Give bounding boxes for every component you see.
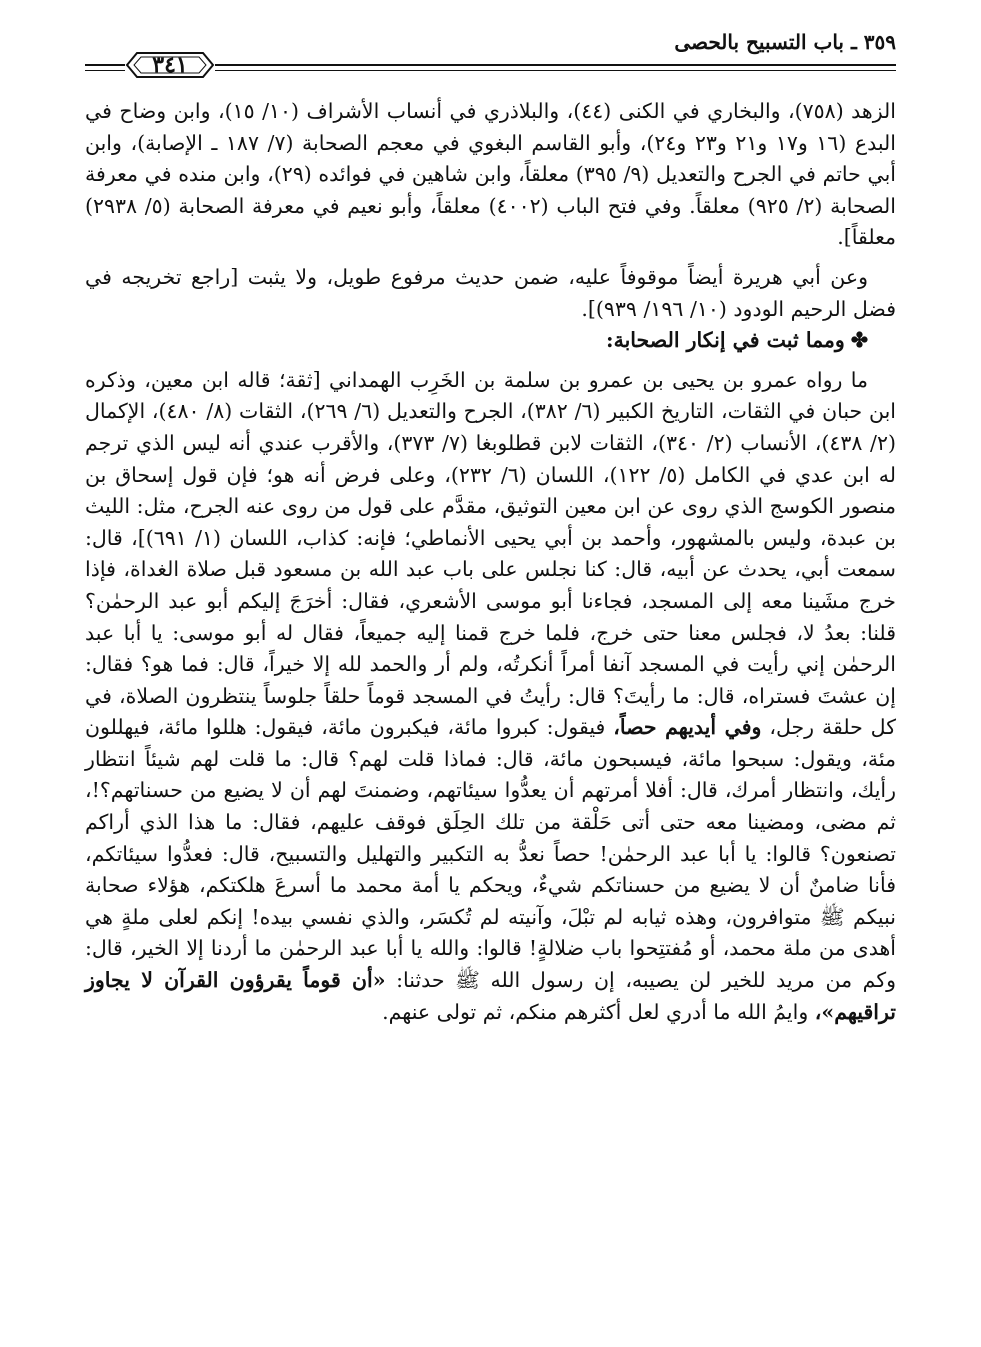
paragraph-hadith-narration [85,365,896,1028]
page-number: ٣٤١ [152,52,188,78]
paragraph-takhrij-continued: الزهد (٧٥٨)، والبخاري في الكنى (٤٤)، والبلاذري في أنساب الأشراف (١٠/ ١٥)، وابن وضاح في البدع (١٦ و١٧ و٢١ و٢٣ و٢٤)، وأبو القاسم البغوي في معجم الصحابة (٧/ ١٨٧ ـ الإصابة)، وابن أبي حاتم في الجرح والتعديل (٩/ ٣٩٥) معلقاً، وابن شاهين في فوائده (٢٩)، وابن منده في معرفة الصحابة (٢/ ٩٢٥) معلقاً. وفي فتح الباب (٤٠٠٢) معلقاً، وأبو نعيم في معرفة الصحابة (٥/ ٢٩٣٨) معلقاً]. [85,99,896,250]
narration-emphasis-pebbles: وفي أيديهم حصاً، [613,715,762,740]
running-title: ٣٥٩ ـ باب التسبيح بالحصى [674,30,896,54]
narration-text-part-2: فيقول: كبروا مائة، فيكبرون مائة، فيقول: هللوا مائة، فيهللون مئة، ويقول: سبحوا مائة، فيسبحون مائة، قال: فماذا قلت لهم؟ قال: ما قلت لهم شيئاً انتظار رأيك، وانتظار أمرك، قال: أفلا أمرتهم أن يعدُّوا سيئاتهم، وضمنتَ لهم أن لا يضيع من حسناتهم؟!، ثم مضى، ومضينا معه حتى أتى حَلْقة من تلك الحِلَق فوقف عليهم، فقال: ما هذا الذي أراكم تصنعون؟ قالوا: يا أبا عبد الرحمٰن! حصاً نعدُّ به التكبير والتهليل والتسبيح، قال: فعدُّوا سيئاتكم، فأنا ضامنٌ أن لا يضيع من حسناتكم شيءٌ، ويحكم يا أمة محمد ما أسرعَ هلكتكم، هؤلاء صحابة نبيكم ﷺ متوافرون، وهذه ثيابه لم تبْلَ، وآنيته لم تُكسَر، والذي نفسي بيده! إنكم لعلى ملةٍ هي أهدى من ملة محمد، أو مُفتتِحوا باب ضلالةٍ! قالوا: والله يا أبا عبد الرحمٰن ما أردنا إلا الخير، قال: وكم من مريد للخير لن يصيبه، إن رسول الله ﷺ حدثنا: [85,715,896,993]
flower-ornament-icon: ✤ [850,328,868,353]
section-heading-text: ومما ثبت في إنكار الصحابة: [606,328,845,353]
page-body [85,96,896,1028]
section-heading [85,325,896,357]
narration-text-part-1: ما رواه عمرو بن يحيى بن عمرو بن سلمة بن الخَرِب الهمداني [ثقة؛ قاله ابن معين، وذكره ابن حبان في الثقات، التاريخ الكبير (٦/ ٣٨٢)، الجرح والتعديل (٦/ ٢٦٩)، الثقات (٨/ ٤٨٠)، الإكمال (٢/ ٤٣٨)، الأنساب (٢/ ٣٤٠)، الثقات لابن قطلوبغا (٧/ ٣٧٣)، والأقرب عندي أنه ليس الذي ترجم له ابن عدي في الكامل (٥/ ١٢٢)، اللسان (٦/ ٢٣٢)، وعلى فرض أنه هو؛ فإن قول إسحاق بن منصور الكوسج الذي روى عن ابن معين التوثيق، مقدَّم على قول من روى عنه الجرح، مثل: الليث بن عبدة، وليس بالمشهور، وأحمد بن أبي يحيى الأنماطي؛ فإنه: كذاب، اللسان (١/ ٦٩١)]، قال: سمعت أبي، يحدث عن أبيه، قال: كنا نجلس على باب عبد الله بن مسعود قبل صلاة الغداة، فإذا خرج مشَينا معه إلى المسجد، فجاءنا أبو موسى الأشعري، فقال: أخرَجَ إليكم أبو عبد الرحمٰن؟ قلنا: بعدُ لا، فجلس معنا حتى خرج، فلما خرج قمنا إليه جميعاً، فقال له أبو موسى: يا أبا عبد الرحمٰن إني رأيت في المسجد آنفا أمراً أنكرتُه، ولم أر والحمد لله إلا خيراً، قال: فما هو؟ فقال: إن عشتَ فستراه، قال: ما رأيتَ؟ قال: رأيتُ في المسجد قوماً حلقاً جلوساً ينتظرون الصلاة، في كل حلقة رجل، [85,367,897,740]
narration-text-part-3: وايمُ الله ما أدري لعل أكثرهم منكم، ثم تولى عنهم. [382,999,809,1024]
narration-prophetic-quote: «أن قوماً يقرؤون القرآن لا يجاوز تراقيهم»، [85,968,896,1024]
page-number-ornament [125,50,215,80]
paragraph-abu-hurayra: وعن أبي هريرة أيضاً موقوفاً عليه، ضمن حديث مرفوع طويل، ولا يثبت [راجع تخريجه في فضل الرحيم الودود (١٠/ ١٩٦/ ٩٣٩)]. [85,264,896,321]
page-header [85,30,896,80]
